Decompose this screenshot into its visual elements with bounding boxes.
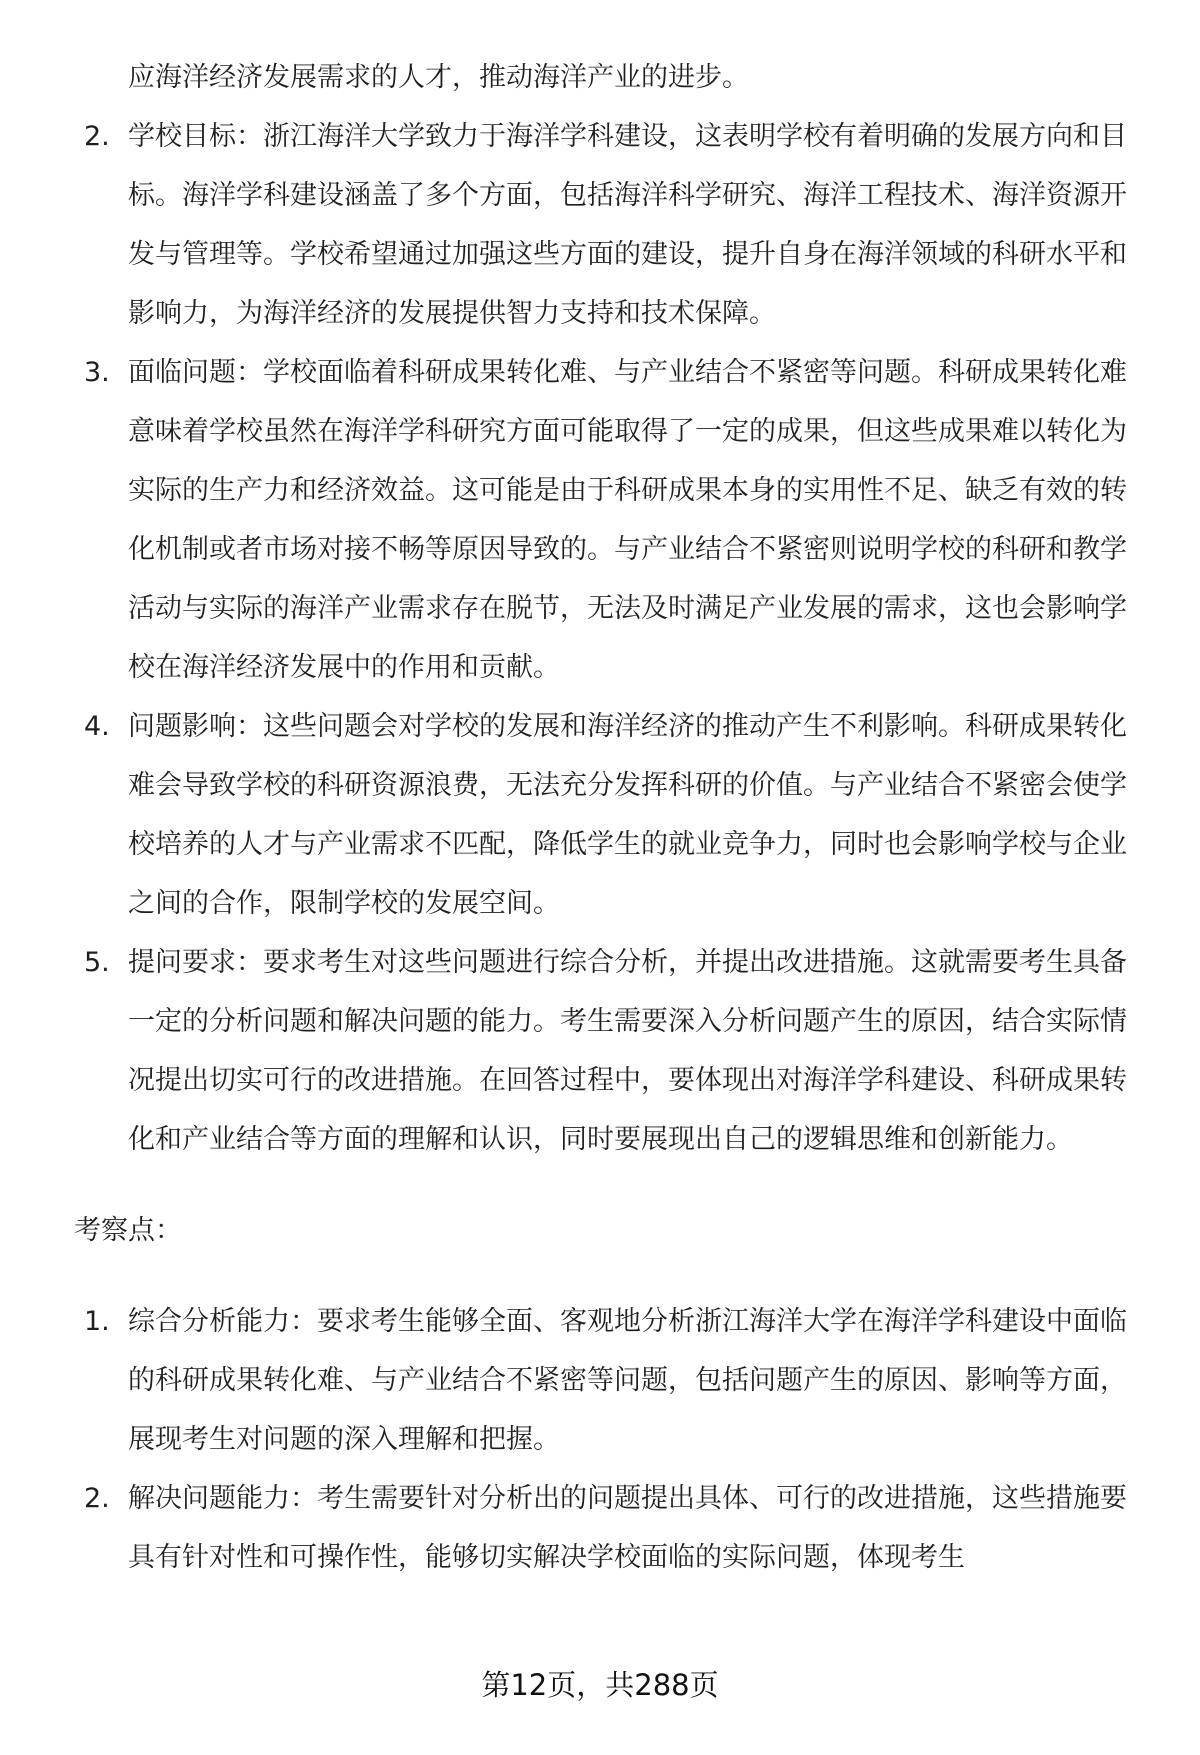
section-heading: 考察点： <box>74 1215 182 1246</box>
list-item <box>84 1469 1138 1587</box>
item-number: 2. <box>84 121 110 152</box>
list-item <box>84 933 1138 1169</box>
intro-continuation: 应海洋经济发展需求的人才，推动海洋产业的进步。 <box>128 62 749 93</box>
item-text: 解决问题能力：考生需要针对分析出的问题提出具体、可行的改进措施，这些措施要具有针对性和可操作性，能够切实解决学校面临的实际问题，体现考生 <box>128 1483 1127 1573</box>
list-item <box>84 343 1138 697</box>
item-number: 4. <box>84 711 110 742</box>
page-content <box>0 48 1200 1587</box>
item-text: 学校目标：浙江海洋大学致力于海洋学科建设，这表明学校有着明确的发展方向和目标。海洋学科建设涵盖了多个方面，包括海洋科学研究、海洋工程技术、海洋资源开发与管理等。学校希望通过加强这些方面的建设，提升自身在海洋领域的科研水平和影响力，为海洋经济的发展提供智力支持和技术保障。 <box>128 121 1127 329</box>
item-text: 提问要求：要求考生对这些问题进行综合分析，并提出改进措施。这就需要考生具备一定的分析问题和解决问题的能力。考生需要深入分析问题产生的原因，结合实际情况提出切实可行的改进措施。在回答过程中，要体现出对海洋学科建设、科研成果转化和产业结合等方面的理解和认识，同时要展现出自己的逻辑思维和创新能力。 <box>128 947 1127 1155</box>
analysis-list <box>0 107 1200 1169</box>
item-number: 5. <box>84 947 110 978</box>
item-text: 面临问题：学校面临着科研成果转化难、与产业结合不紧密等问题。科研成果转化难意味着学校虽然在海洋学科研究方面可能取得了一定的成果，但这些成果难以转化为实际的生产力和经济效益。这可能是由于科研成果本身的实用性不足、缺乏有效的转化机制或者市场对接不畅等原因导致的。与产业结合不紧密则说明学校的科研和教学活动与实际的海洋产业需求存在脱节，无法及时满足产业发展的需求，这也会影响学校在海洋经济发展中的作用和贡献。 <box>128 357 1127 683</box>
item-number: 1. <box>84 1306 110 1337</box>
item-text: 综合分析能力：要求考生能够全面、客观地分析浙江海洋大学在海洋学科建设中面临的科研成果转化难、与产业结合不紧密等问题，包括问题产生的原因、影响等方面，展现考生对问题的深入理解和把握。 <box>128 1306 1127 1455</box>
list-item <box>84 107 1138 343</box>
page-footer: 第12页，共288页 <box>481 1668 719 1702</box>
list-item <box>84 1292 1138 1469</box>
item-number: 2. <box>84 1483 110 1514</box>
item-text: 问题影响：这些问题会对学校的发展和海洋经济的推动产生不利影响。科研成果转化难会导致学校的科研资源浪费，无法充分发挥科研的价值。与产业结合不紧密会使学校培养的人才与产业需求不匹配，降低学生的就业竞争力，同时也会影响学校与企业之间的合作，限制学校的发展空间。 <box>128 711 1127 919</box>
item-number: 3. <box>84 357 110 388</box>
list-item <box>84 697 1138 933</box>
assessment-list <box>0 1292 1200 1587</box>
